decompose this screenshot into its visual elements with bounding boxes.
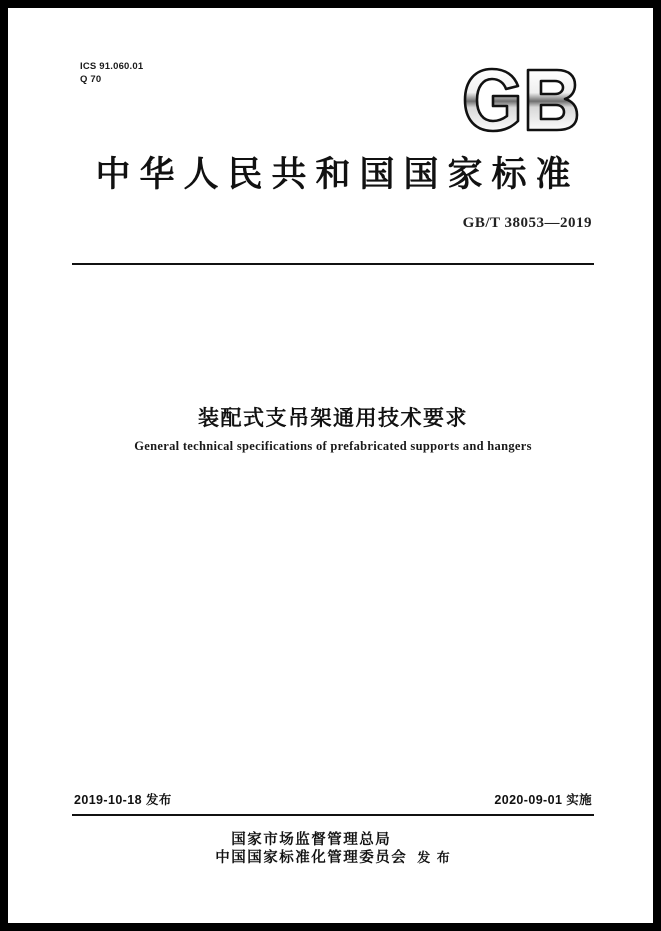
gb-logo-icon: [462, 66, 586, 134]
standard-number: GB/T 38053—2019: [462, 215, 592, 231]
ics-code: ICS 91.060.01: [80, 61, 144, 72]
issue-date: 2019-10-18 发布: [74, 793, 172, 807]
document-title-english: General technical specifications of prefabricated supports and hangers: [134, 439, 532, 453]
standard-cover-page: [8, 8, 653, 923]
issuer-line-1: 国家市场监督管理总局: [231, 831, 392, 848]
publish-label: 发 布: [417, 851, 451, 866]
issuer-line-2: 中国国家标准化管理委员会: [215, 849, 408, 866]
document-title-chinese: 装配式支吊架通用技术要求: [198, 405, 468, 430]
ics-classification-block: [80, 60, 143, 86]
effective-date: 2020-09-01 实施: [494, 793, 592, 807]
footer-divider: [72, 814, 594, 816]
issuing-authority: [72, 831, 594, 867]
page-title: 中华人民共和国国家标准: [95, 154, 580, 195]
classification-code: Q 70: [80, 74, 102, 85]
header-divider: [72, 263, 594, 265]
issuer-names: [215, 831, 407, 867]
date-row: [72, 790, 594, 806]
cover-content-area: [72, 52, 594, 882]
